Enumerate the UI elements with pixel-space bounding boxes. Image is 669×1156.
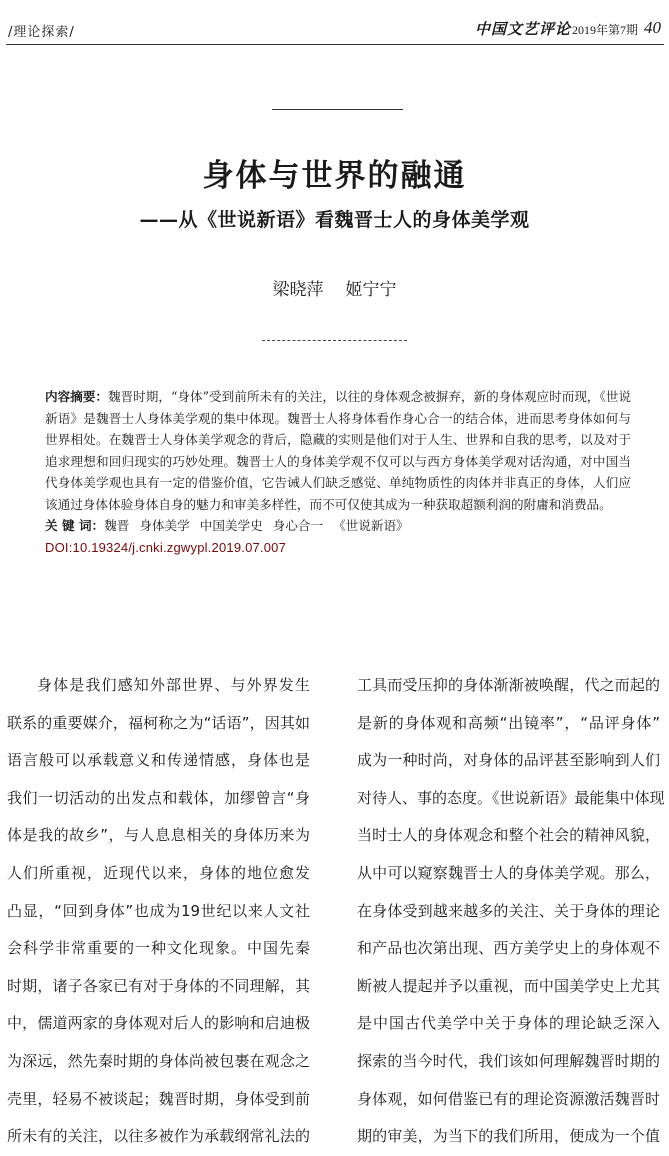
body-line: 为深远，然先秦时期的身体尚被包裹在观念之: [7, 1051, 310, 1070]
body-line: 是中国古代美学中关于身体的理论缺乏深入: [357, 1014, 660, 1033]
keyword: 魏晋: [104, 518, 130, 533]
running-header: [0, 18, 669, 42]
keywords-line: [45, 515, 631, 537]
section-label: /理论探索/: [8, 25, 75, 40]
body-line: 期的审美，为当下的我们所用，便成为一个值: [357, 1127, 660, 1146]
body-line: 壳里，轻易不被谈起；魏晋时期，身体受到前: [7, 1089, 310, 1108]
body-line: 所未有的关注，以往多被作为承载纲常礼法的: [7, 1127, 310, 1146]
body-line: 是新的身体观和高频“出镜率”，“品评身体”: [357, 713, 660, 732]
body-line: 人们所重视，近现代以来，身体的地位愈发: [7, 863, 310, 882]
issue-label: 2019年第7期: [572, 23, 639, 37]
body-line: 和产品也次第出现、西方美学史上的身体观不: [357, 939, 660, 958]
keyword: 中国美学史: [199, 518, 263, 533]
dashed-divider: [262, 340, 407, 341]
body-line: 对待人、事的态度。《世说新语》最能集中体现: [357, 788, 665, 807]
abstract-text: 魏晋时期，“身体”受到前所未有的关注，以往的身体观念被摒弃，新的身体观应时而现，《世说新语》是魏晋士人身体美学观的集中体现。魏晋士人将身体看作身心合一的结合体，进而思考身体如何与世界相处。在魏晋士人身体美学观念的背后，隐藏的实则是他们对于人生、世界和自我的思考，以及对于追求理想和回归现实的巧妙处理。魏晋士人的身体美学观不仅可以与西方身体美学观对话沟通，对中国当代身体美学观也具有一定的借鉴价值，它告诫人们缺乏感觉、单纯物质性的肉体并非真正的身体，人们应该通过身体体验身体自身的魅力和审美多样性，而不可仅使其成为一种获取超额利润的附庸和消费品。: [45, 389, 632, 512]
body-line: 我们一切活动的出发点和载体，加缪曾言“身: [7, 788, 310, 807]
body-line: 探索的当今时代，我们该如何理解魏晋时期的: [357, 1051, 660, 1070]
body-line: 时期，诸子各家已有对于身体的不同理解，其: [7, 976, 310, 995]
body-line: 联系的重要媒介，福柯称之为“话语”，因其如: [7, 713, 310, 732]
journal-name: 中国文艺评论: [475, 20, 572, 38]
article-title: 身体与世界的融通: [202, 158, 467, 194]
body-column-left: [7, 667, 310, 1156]
doi-link[interactable]: DOI:10.19324/j.cnki.zgwypl.2019.07.007: [45, 539, 287, 555]
body-line: 从中可以窥察魏晋士人的身体美学观。那么，: [357, 863, 660, 882]
author-name: 梁晓萍: [272, 280, 324, 300]
doi-line: [45, 537, 631, 559]
body-line: 在身体受到越来越多的关注、关于身体的理论: [357, 901, 660, 920]
body-line: 凸显，“回到身体”也成为19世纪以来人文社: [7, 901, 310, 920]
header-divider: [6, 44, 664, 45]
author-list: [0, 275, 669, 300]
body-column-right: [357, 667, 665, 1156]
article-subtitle: ——从《世说新语》看魏晋士人的身体美学观: [139, 209, 530, 231]
body-line: 成为一种时尚，对身体的品评甚至影响到人们: [357, 751, 660, 770]
body-line: 中，儒道两家的身体观对后人的影响和启迪极: [7, 1014, 310, 1033]
keyword: 身体美学: [139, 518, 190, 533]
body-line: 会科学非常重要的一种文化现象。中国先秦: [7, 939, 310, 958]
abstract-paragraph: [45, 386, 631, 515]
body-line: 身体观，如何借鉴已有的理论资源激活魏晋时: [357, 1089, 660, 1108]
body-line: 体是我的故乡”，与人息息相关的身体历来为: [7, 826, 310, 845]
keyword: 身心合一: [272, 518, 324, 533]
abstract-block: [45, 386, 631, 558]
page-number: 40: [644, 18, 661, 37]
title-divider: [272, 109, 403, 110]
body-line: 断被人提起并予以重视，而中国美学史上尤其: [357, 976, 660, 995]
abstract-label: 内容摘要：: [45, 389, 108, 404]
body-line: 语言般可以承载意义和传递情感，身体也是: [7, 751, 310, 770]
keywords-label: 关 键 词：: [45, 518, 105, 533]
author-name: 姬宁宁: [345, 280, 397, 300]
body-line: 身体是我们感知外部世界、与外界发生: [37, 676, 310, 694]
keyword: 《世说新语》: [333, 518, 409, 533]
body-line: 工具而受压抑的身体渐渐被唤醒，代之而起的: [357, 676, 660, 694]
body-line: 当时士人的身体观念和整个社会的精神风貌，: [357, 826, 660, 845]
